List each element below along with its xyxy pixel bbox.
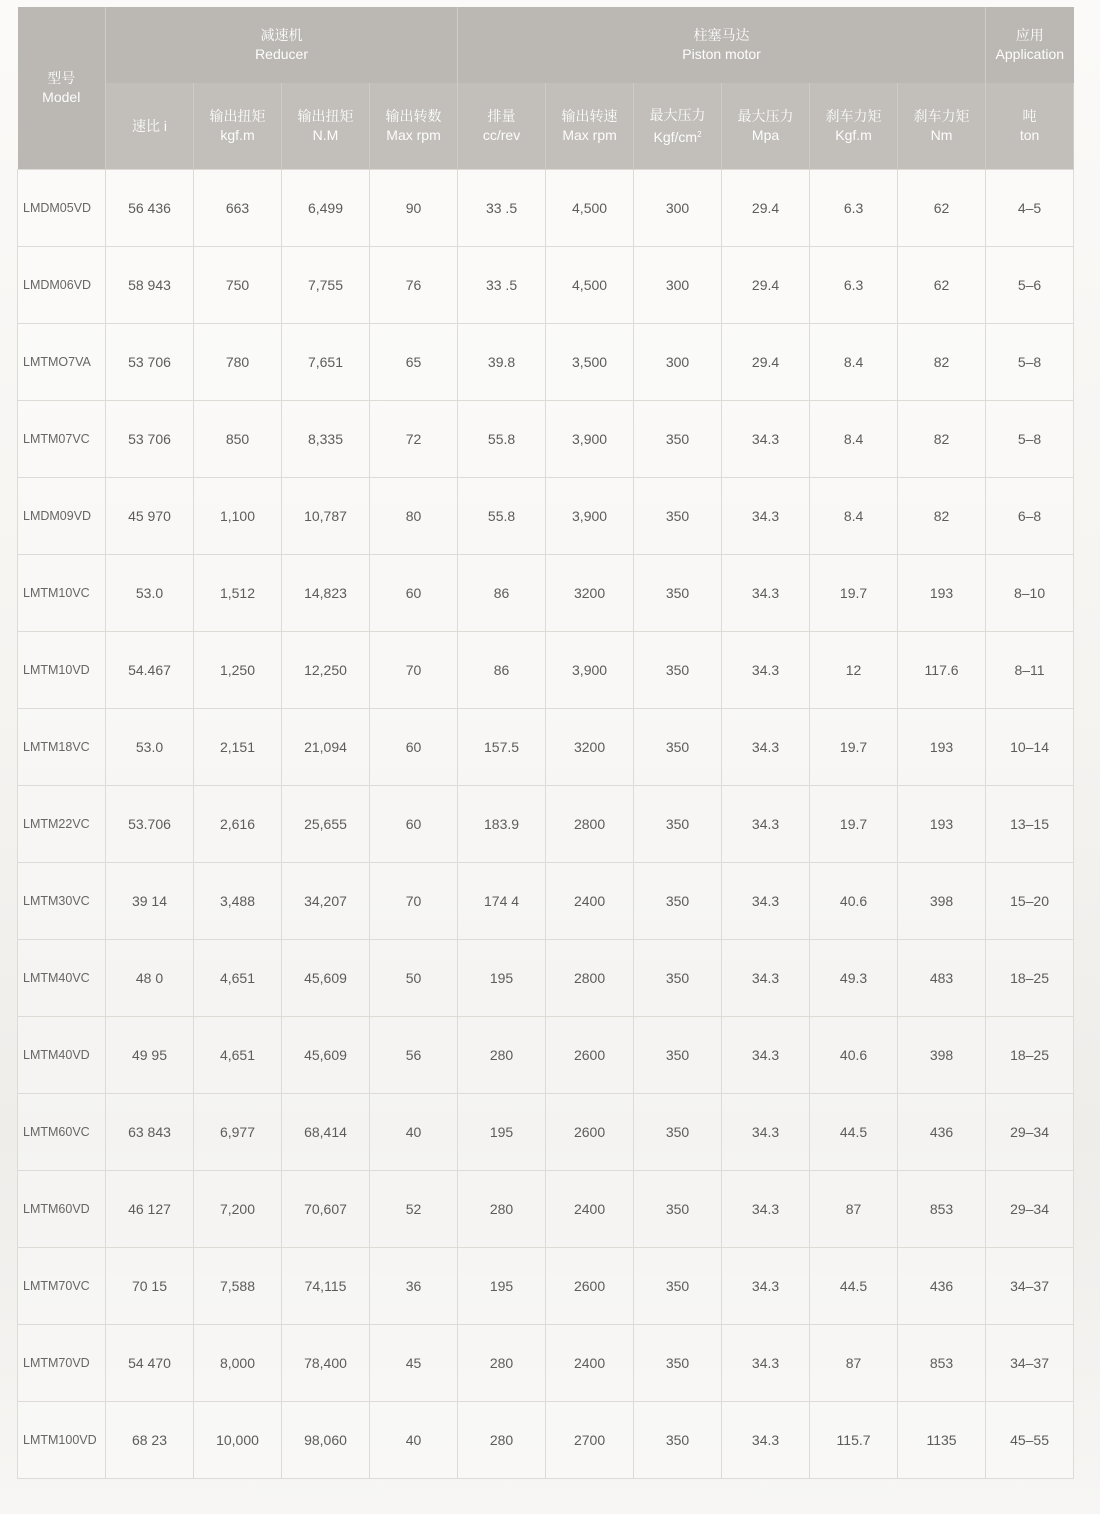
column-header-cn: 速比 i: [132, 117, 167, 134]
model-cell: LMTM22VC: [18, 786, 106, 863]
table-cell: 36: [370, 1248, 458, 1325]
table-cell: 350: [634, 1171, 722, 1248]
column-header-unit: Kgf/cm: [653, 128, 698, 145]
column-header-en: [194, 126, 281, 145]
column-header-cn: 刹车力矩: [913, 108, 970, 124]
table-cell: 18–25: [986, 1017, 1074, 1094]
model-cell: LMTM70VC: [18, 1248, 106, 1325]
table-cell: 2600: [546, 1017, 634, 1094]
table-cell: 8,335: [282, 401, 370, 478]
column-header-cn: 输出扭矩: [297, 108, 354, 124]
column-header-unit: Max rpm: [562, 127, 617, 143]
table-cell: 15–20: [986, 863, 1074, 940]
table-cell: 350: [634, 1017, 722, 1094]
table-cell: 53 706: [106, 324, 194, 401]
header-model-en: Model: [42, 89, 81, 105]
table-cell: 40: [370, 1094, 458, 1171]
table-cell: 44.5: [810, 1094, 898, 1171]
table-row: [18, 1171, 1074, 1248]
table-row: [18, 1325, 1074, 1402]
table-cell: 34.3: [722, 478, 810, 555]
table-body: [18, 170, 1074, 1479]
table-row: [18, 1017, 1074, 1094]
table-cell: 45,609: [282, 940, 370, 1017]
table-cell: 34.3: [722, 863, 810, 940]
table-cell: 4,500: [546, 170, 634, 247]
table-cell: 29.4: [722, 247, 810, 324]
model-cell: LMTMO7VA: [18, 324, 106, 401]
model-cell: LMTM70VD: [18, 1325, 106, 1402]
table-cell: 10,787: [282, 478, 370, 555]
table-cell: 3,500: [546, 324, 634, 401]
table-cell: 3200: [546, 709, 634, 786]
column-header-cn: 输出扭矩: [209, 108, 266, 124]
table-cell: 34–37: [986, 1248, 1074, 1325]
model-cell: LMTM60VC: [18, 1094, 106, 1171]
table-row: [18, 786, 1074, 863]
table-cell: 7,755: [282, 247, 370, 324]
table-row: [18, 478, 1074, 555]
header-group-application: [986, 7, 1074, 83]
table-cell: 34.3: [722, 786, 810, 863]
table-cell: 2700: [546, 1402, 634, 1479]
model-cell: LMTM07VC: [18, 401, 106, 478]
table-cell: 6.3: [810, 247, 898, 324]
table-cell: 45 970: [106, 478, 194, 555]
header-reducer-en: Reducer: [255, 46, 308, 62]
table-cell: 53.0: [106, 555, 194, 632]
table-cell: 2800: [546, 786, 634, 863]
table-cell: 115.7: [810, 1402, 898, 1479]
table-cell: 40.6: [810, 863, 898, 940]
table-cell: 2,151: [194, 709, 282, 786]
column-header-en: [458, 126, 545, 145]
table-cell: 65: [370, 324, 458, 401]
table-row: [18, 709, 1074, 786]
column-header: [106, 83, 194, 170]
table-cell: 76: [370, 247, 458, 324]
table-cell: 34.3: [722, 632, 810, 709]
table-cell: 70: [370, 863, 458, 940]
header-model: [18, 7, 106, 170]
table-cell: 280: [458, 1171, 546, 1248]
table-row: [18, 324, 1074, 401]
table-cell: 34.3: [722, 1402, 810, 1479]
table-cell: 87: [810, 1171, 898, 1248]
table-cell: 10–14: [986, 709, 1074, 786]
column-header-en: [986, 126, 1073, 145]
model-cell: LMTM40VD: [18, 1017, 106, 1094]
table-cell: 86: [458, 632, 546, 709]
table-cell: 183.9: [458, 786, 546, 863]
table-cell: 19.7: [810, 786, 898, 863]
table-cell: 19.7: [810, 555, 898, 632]
table-cell: 70 15: [106, 1248, 194, 1325]
header-group-piston-motor: [458, 7, 986, 83]
column-header: [634, 83, 722, 170]
header-motor-cn: 柱塞马达: [693, 27, 750, 43]
table-cell: 40.6: [810, 1017, 898, 1094]
header-motor-en: Piston motor: [682, 46, 761, 62]
table-cell: 78,400: [282, 1325, 370, 1402]
model-cell: LMDM09VD: [18, 478, 106, 555]
table-cell: 82: [898, 478, 986, 555]
table-cell: 39 14: [106, 863, 194, 940]
header-model-cn: 型号: [47, 70, 76, 86]
table-cell: 86: [458, 555, 546, 632]
table-cell: 34.3: [722, 940, 810, 1017]
column-header-en: [898, 126, 985, 145]
table-cell: 117.6: [898, 632, 986, 709]
table-cell: 8–11: [986, 632, 1074, 709]
table-cell: 850: [194, 401, 282, 478]
table-cell: 45–55: [986, 1402, 1074, 1479]
column-header: [458, 83, 546, 170]
model-cell: LMTM40VC: [18, 940, 106, 1017]
table-row: [18, 555, 1074, 632]
table-cell: 7,588: [194, 1248, 282, 1325]
table-row: [18, 247, 1074, 324]
table-cell: 13–15: [986, 786, 1074, 863]
table-cell: 18–25: [986, 940, 1074, 1017]
table-cell: 3,900: [546, 401, 634, 478]
table-cell: 7,200: [194, 1171, 282, 1248]
table-cell: 49.3: [810, 940, 898, 1017]
table-cell: 82: [898, 401, 986, 478]
header-application-cn: 应用: [1015, 27, 1044, 43]
table-cell: 2400: [546, 1171, 634, 1248]
table-cell: 49 95: [106, 1017, 194, 1094]
table-cell: 48 0: [106, 940, 194, 1017]
table-cell: 195: [458, 940, 546, 1017]
model-cell: LMTM18VC: [18, 709, 106, 786]
table-cell: 350: [634, 401, 722, 478]
table-cell: 72: [370, 401, 458, 478]
table-cell: 82: [898, 324, 986, 401]
table-cell: 4,651: [194, 940, 282, 1017]
model-cell: LMDM05VD: [18, 170, 106, 247]
table-cell: 398: [898, 863, 986, 940]
table-cell: 2800: [546, 940, 634, 1017]
column-header-en: [546, 126, 633, 145]
table-cell: 8–10: [986, 555, 1074, 632]
column-header: [370, 83, 458, 170]
table-cell: 195: [458, 1094, 546, 1171]
table-cell: 8.4: [810, 324, 898, 401]
table-cell: 853: [898, 1325, 986, 1402]
table-cell: 350: [634, 940, 722, 1017]
column-header-cn: 最大压力: [649, 106, 706, 123]
column-header-unit: kgf.m: [220, 127, 255, 143]
table-row: [18, 940, 1074, 1017]
table-cell: 4,651: [194, 1017, 282, 1094]
table-cell: 193: [898, 709, 986, 786]
table-cell: 54.467: [106, 632, 194, 709]
table-cell: 3200: [546, 555, 634, 632]
table-cell: 87: [810, 1325, 898, 1402]
table-cell: 300: [634, 247, 722, 324]
table-cell: 193: [898, 786, 986, 863]
table-cell: 58 943: [106, 247, 194, 324]
table-cell: 74,115: [282, 1248, 370, 1325]
table-cell: 34.3: [722, 1325, 810, 1402]
table-cell: 62: [898, 170, 986, 247]
table-cell: 663: [194, 170, 282, 247]
table-cell: 45: [370, 1325, 458, 1402]
table-cell: 2600: [546, 1248, 634, 1325]
table-cell: 56 436: [106, 170, 194, 247]
table-cell: 33 .5: [458, 170, 546, 247]
table-cell: 780: [194, 324, 282, 401]
column-header-unit: cc/rev: [482, 127, 521, 143]
table-cell: 29.4: [722, 170, 810, 247]
table-row: [18, 863, 1074, 940]
table-cell: 98,060: [282, 1402, 370, 1479]
table-row: [18, 1402, 1074, 1479]
table-cell: 5–8: [986, 324, 1074, 401]
model-cell: LMTM30VC: [18, 863, 106, 940]
table-cell: 6,977: [194, 1094, 282, 1171]
table-cell: 6–8: [986, 478, 1074, 555]
table-cell: 280: [458, 1325, 546, 1402]
table-cell: 40: [370, 1402, 458, 1479]
model-cell: LMTM100VD: [18, 1402, 106, 1479]
table-cell: 44.5: [810, 1248, 898, 1325]
table-cell: 483: [898, 940, 986, 1017]
table-cell: 2400: [546, 863, 634, 940]
table-cell: 68 23: [106, 1402, 194, 1479]
model-cell: LMTM10VD: [18, 632, 106, 709]
column-header: [282, 83, 370, 170]
table-cell: 53.0: [106, 709, 194, 786]
table-cell: 45,609: [282, 1017, 370, 1094]
table-cell: 157.5: [458, 709, 546, 786]
table-cell: 46 127: [106, 1171, 194, 1248]
table-cell: 280: [458, 1402, 546, 1479]
table-cell: 53.706: [106, 786, 194, 863]
table-cell: 60: [370, 709, 458, 786]
column-header: [810, 83, 898, 170]
table-cell: 350: [634, 632, 722, 709]
column-header-cn: 最大压力: [737, 108, 794, 124]
table-cell: 2400: [546, 1325, 634, 1402]
table-cell: 63 843: [106, 1094, 194, 1171]
table-cell: 56: [370, 1017, 458, 1094]
table-cell: 350: [634, 1402, 722, 1479]
spec-table: [17, 7, 1074, 1479]
table-cell: 750: [194, 247, 282, 324]
table-cell: 54 470: [106, 1325, 194, 1402]
table-cell: 29–34: [986, 1094, 1074, 1171]
table-cell: 436: [898, 1094, 986, 1171]
table-cell: 12: [810, 632, 898, 709]
table-cell: 350: [634, 478, 722, 555]
table-cell: 39.8: [458, 324, 546, 401]
table-cell: 50: [370, 940, 458, 1017]
table-cell: 34–37: [986, 1325, 1074, 1402]
table-cell: 350: [634, 555, 722, 632]
table-cell: 29.4: [722, 324, 810, 401]
table-cell: 25,655: [282, 786, 370, 863]
table-cell: 1,100: [194, 478, 282, 555]
table-cell: 34.3: [722, 401, 810, 478]
table-cell: 34.3: [722, 1094, 810, 1171]
table-cell: 34.3: [722, 1171, 810, 1248]
table-cell: 10,000: [194, 1402, 282, 1479]
table-cell: 34.3: [722, 1017, 810, 1094]
table-cell: 55.8: [458, 401, 546, 478]
table-cell: 3,900: [546, 632, 634, 709]
table-cell: 853: [898, 1171, 986, 1248]
table-cell: 68,414: [282, 1094, 370, 1171]
table-cell: 8.4: [810, 401, 898, 478]
table-cell: 280: [458, 1017, 546, 1094]
table-cell: 8,000: [194, 1325, 282, 1402]
model-cell: LMTM10VC: [18, 555, 106, 632]
table-cell: 350: [634, 863, 722, 940]
table-cell: 6,499: [282, 170, 370, 247]
table-cell: 29–34: [986, 1171, 1074, 1248]
column-header-unit: Kgf.m: [835, 127, 872, 143]
table-header: [18, 7, 1074, 170]
table-cell: 1,512: [194, 555, 282, 632]
table-cell: 70: [370, 632, 458, 709]
table-cell: 70,607: [282, 1171, 370, 1248]
table-cell: 5–8: [986, 401, 1074, 478]
table-cell: 8.4: [810, 478, 898, 555]
column-header-unit: Max rpm: [386, 127, 441, 143]
column-header-en: [722, 126, 809, 145]
column-header-en: [282, 126, 369, 145]
table-row: [18, 632, 1074, 709]
subheader-row: [18, 83, 1074, 170]
table-cell: 1,250: [194, 632, 282, 709]
table-cell: 1135: [898, 1402, 986, 1479]
table-cell: 19.7: [810, 709, 898, 786]
column-header: [898, 83, 986, 170]
table-cell: 60: [370, 786, 458, 863]
table-cell: 34,207: [282, 863, 370, 940]
header-application-en: Application: [995, 46, 1065, 62]
column-header-unit: ton: [1019, 127, 1040, 143]
table-cell: 195: [458, 1248, 546, 1325]
column-header-cn: 吨: [1022, 108, 1037, 124]
table-cell: 2,616: [194, 786, 282, 863]
table-cell: 350: [634, 1248, 722, 1325]
table-cell: 21,094: [282, 709, 370, 786]
table-cell: 33 .5: [458, 247, 546, 324]
table-cell: 174 4: [458, 863, 546, 940]
table-cell: 14,823: [282, 555, 370, 632]
column-header-cn: 输出转数: [385, 108, 442, 124]
table-cell: 5–6: [986, 247, 1074, 324]
column-header-cn: 刹车力矩: [825, 108, 882, 124]
header-group-reducer: [106, 7, 458, 83]
table-cell: 350: [634, 1325, 722, 1402]
column-header-unit: N.M: [312, 127, 339, 143]
model-cell: LMTM60VD: [18, 1171, 106, 1248]
table-cell: 34.3: [722, 555, 810, 632]
column-header-cn: 输出转速: [561, 108, 618, 124]
table-cell: 52: [370, 1171, 458, 1248]
table-cell: 350: [634, 786, 722, 863]
table-cell: 398: [898, 1017, 986, 1094]
table-cell: 55.8: [458, 478, 546, 555]
table-row: [18, 1094, 1074, 1171]
column-header-superscript: 2: [697, 129, 702, 139]
table-cell: 2600: [546, 1094, 634, 1171]
table-cell: 62: [898, 247, 986, 324]
table-cell: 193: [898, 555, 986, 632]
spec-table-container: [17, 7, 1071, 1479]
table-cell: 350: [634, 709, 722, 786]
table-cell: 3,488: [194, 863, 282, 940]
table-cell: 80: [370, 478, 458, 555]
column-header: [722, 83, 810, 170]
table-row: [18, 1248, 1074, 1325]
table-row: [18, 401, 1074, 478]
table-cell: 60: [370, 555, 458, 632]
table-cell: 350: [634, 1094, 722, 1171]
table-cell: 34.3: [722, 1248, 810, 1325]
table-cell: 90: [370, 170, 458, 247]
table-cell: 4–5: [986, 170, 1074, 247]
table-cell: 300: [634, 324, 722, 401]
table-cell: 6.3: [810, 170, 898, 247]
table-cell: 12,250: [282, 632, 370, 709]
table-cell: 4,500: [546, 247, 634, 324]
model-cell: LMDM06VD: [18, 247, 106, 324]
column-header: [194, 83, 282, 170]
table-cell: 300: [634, 170, 722, 247]
column-header-en: [370, 126, 457, 145]
column-header-en: [634, 125, 721, 147]
table-cell: 53 706: [106, 401, 194, 478]
table-cell: 436: [898, 1248, 986, 1325]
column-header-cn: 排量: [487, 108, 516, 124]
column-header-en: [810, 126, 897, 145]
column-header: [546, 83, 634, 170]
table-cell: 34.3: [722, 709, 810, 786]
table-cell: 3,900: [546, 478, 634, 555]
table-row: [18, 170, 1074, 247]
table-cell: 7,651: [282, 324, 370, 401]
column-header: [986, 83, 1074, 170]
column-header-unit: Nm: [930, 127, 953, 143]
column-header-unit: Mpa: [751, 127, 780, 143]
header-reducer-cn: 减速机: [260, 27, 303, 43]
